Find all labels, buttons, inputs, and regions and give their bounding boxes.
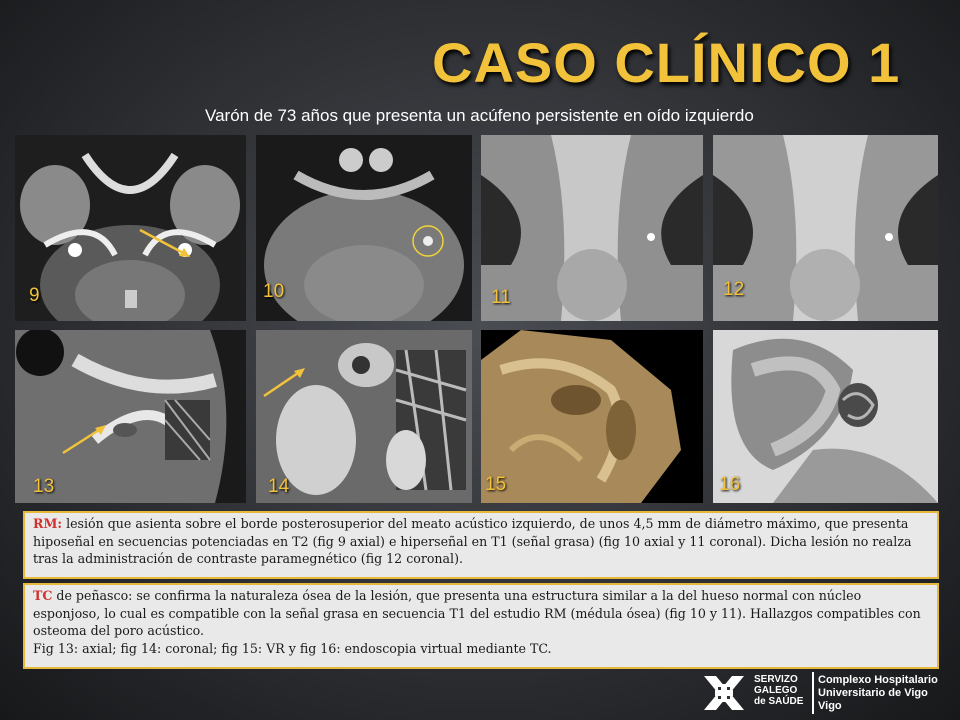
sergas-logo-icon: [700, 672, 748, 714]
tc-description-box: [23, 583, 939, 669]
logo-right-line-3: Vigo: [818, 700, 842, 712]
page-subtitle: Varón de 73 años que presenta un acúfeno persistente en oído izquierdo: [205, 106, 754, 125]
tc-figure-legend: Fig 13: axial; fig 14: coronal; fig 15: VR y fig 16: endoscopia virtual mediante TC.: [33, 640, 552, 656]
hospital-logo: [700, 670, 950, 718]
tc-text: de peñasco: se confirma la naturaleza ósea de la lesión, que presenta una estructura similar a la del hueso normal con núcleo esponjoso, lo cual es compatible con la señal grasa en secuencia T1 del estudio RM (médula ósea) (fig 10 y 11). Hallazgos compatibles con osteoma del poro acústico.: [33, 588, 921, 638]
image-fig-11: [481, 135, 703, 321]
figure-number-15: 15: [485, 474, 507, 495]
figure-number-11: 11: [491, 287, 511, 308]
figure-number-13: 13: [33, 476, 55, 497]
image-fig-10: [256, 135, 472, 321]
arrow-icon: [135, 225, 195, 265]
arrow-icon: [261, 365, 307, 399]
figure-number-9: 9: [29, 285, 40, 306]
figure-number-10: 10: [263, 281, 285, 302]
page-title: CASO CLÍNICO 1: [432, 31, 901, 94]
image-fig-16: [713, 330, 938, 503]
image-fig-9: [15, 135, 246, 321]
image-fig-12: [713, 135, 938, 321]
arrow-icon: [60, 422, 110, 456]
image-fig-14: [256, 330, 472, 503]
logo-left-line-2: GALEGO: [754, 685, 798, 696]
figure-number-16: 16: [719, 474, 741, 495]
tc-label: TC: [33, 588, 53, 603]
figure-number-14: 14: [268, 476, 290, 497]
logo-left-line-1: SERVIZO: [754, 674, 798, 685]
logo-right-line-1: Complexo Hospitalario: [818, 674, 938, 686]
logo-right-line-2: Universitario de Vigo: [818, 687, 928, 699]
rm-label: RM:: [33, 516, 63, 531]
rm-text: lesión que asienta sobre el borde posterosuperior del meato acústico izquierdo, de unos 4,5 mm de diámetro máximo, que presenta hiposeñal en secuencias potenciadas en T2 (fig 9 axial) e hiperseñal en T1 (señal grasa) (fig 10 axial y 11 coronal). Dicha lesión no realza tras la administración de contraste paramegnético (fig 12 coronal).: [33, 516, 912, 566]
image-fig-13: [15, 330, 246, 503]
logo-divider: [812, 672, 814, 714]
image-fig-15: [481, 330, 703, 503]
logo-left-line-3: de SAÚDE: [754, 696, 804, 707]
figure-number-12: 12: [723, 279, 745, 300]
rm-description-box: [23, 511, 939, 579]
